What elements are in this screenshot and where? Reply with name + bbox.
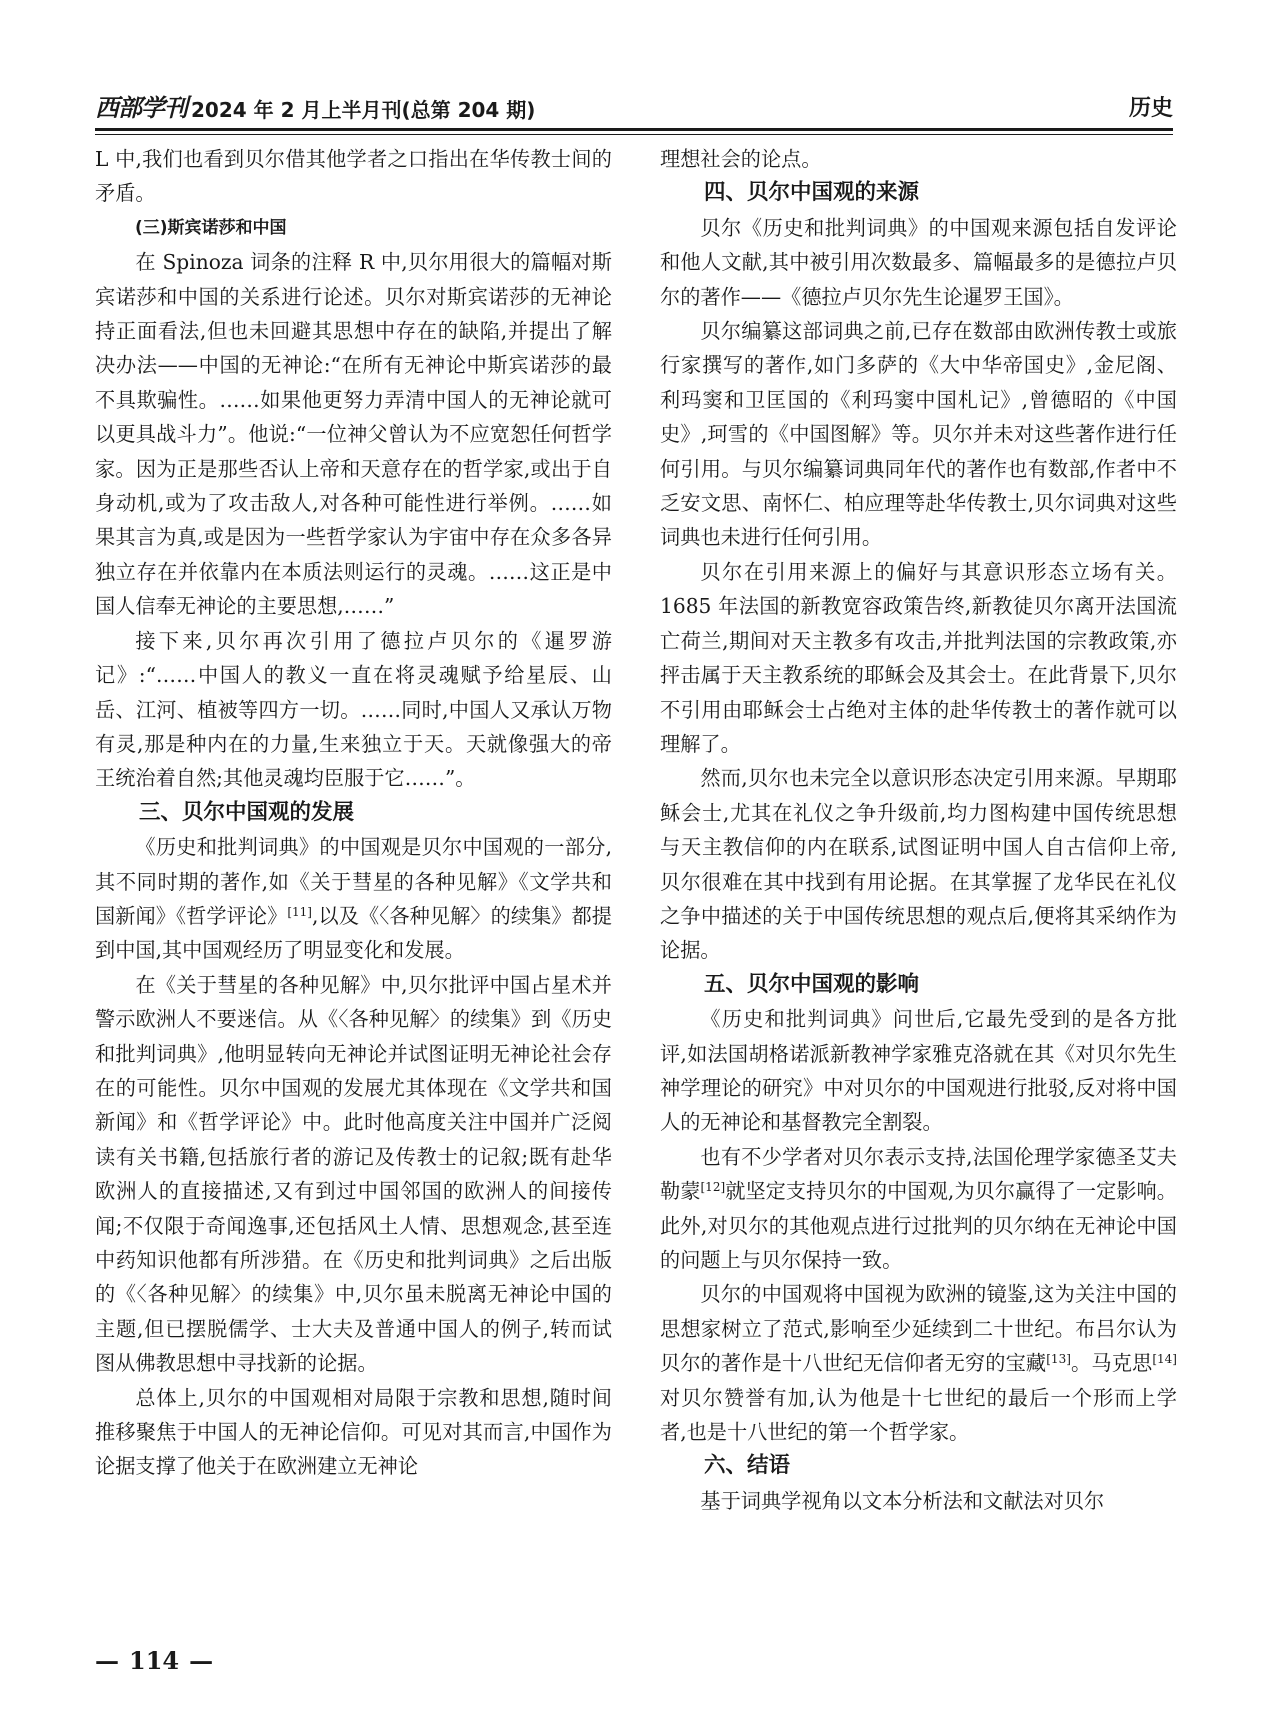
paragraph-text: 基于词典学视角以文本分析法和文献法对贝尔 bbox=[700, 1488, 1105, 1513]
paragraph-text: 《历史和批判词典》问世后,它最先受到的是各方批评,如法国胡格诺派新教神学家雅克洛就在其《对贝尔先生神学理论的研究》中对贝尔的中国观进行批驳,反对将中国人的无神论和基督教完全割裂。 bbox=[660, 1007, 1177, 1135]
paragraph-text: 也有不少学者对贝尔表示支持,法国伦理学家德圣艾夫勒蒙 bbox=[660, 1144, 1177, 1204]
paragraph-text: 贝尔《历史和批判词典》的中国观来源包括自发评论和他人文献,其中被引用次数最多、篇幅最多的是德拉卢贝尔的著作——《德拉卢贝尔先生论暹罗王国》。 bbox=[660, 215, 1177, 309]
body-paragraph bbox=[95, 968, 612, 1381]
body-paragraph bbox=[660, 555, 1177, 761]
citation-ref: [13] bbox=[1046, 1352, 1071, 1367]
body-paragraph bbox=[660, 1484, 1177, 1518]
paragraph-text: 三、贝尔中国观的发展 bbox=[139, 799, 355, 825]
page-number: 114 bbox=[129, 1646, 180, 1675]
paragraph-text: L 中,我们也看到贝尔借其他学者之口指出在华传教士间的矛盾。 bbox=[95, 147, 612, 206]
paragraph-text: 《历史和批判词典》的中国观是贝尔中国观的一部分,其不同时期的著作,如《关于彗星的各种见解》《文学共和国新闻》《哲学评论》 bbox=[95, 835, 612, 928]
header-left bbox=[95, 93, 536, 122]
paragraph-text: 就坚定支持贝尔的中国观,为贝尔赢得了一定影响。此外,对贝尔的其他观点进行过批判的贝尔纳在无神论中国的问题上与贝尔保持一致。 bbox=[660, 1179, 1177, 1272]
body-paragraph bbox=[660, 314, 1177, 555]
body-paragraph bbox=[95, 245, 612, 623]
paragraph-text: 对贝尔赞誉有加,认为他是十七世纪的最后一个形而上学者,也是十八世纪的第一个哲学家。 bbox=[660, 1385, 1177, 1445]
paragraph-text: 贝尔的中国观将中国视为欧洲的镜鉴,这为关注中国的思想家树立了范式,影响至少延续到二十世纪。布吕尔认为贝尔的著作是十八世纪无信仰者无穷的宝藏 bbox=[660, 1282, 1177, 1376]
section-heading bbox=[660, 176, 1177, 210]
body-paragraph bbox=[95, 142, 612, 211]
paragraph-text: (三)斯宾诺莎和中国 bbox=[135, 217, 287, 238]
running-header bbox=[95, 86, 1173, 126]
section-heading bbox=[95, 796, 612, 830]
body-paragraph bbox=[660, 761, 1177, 967]
footer-dash-left: — bbox=[95, 1646, 119, 1675]
paragraph-text: 在 Spinoza 词条的注释 R 中,贝尔用很大的篇幅对斯宾诺莎和中国的关系进行论述。贝尔对斯宾诺莎的无神论持正面看法,但也未回避其思想中存在的缺陷,并提出了解决办法——中国的无神论:“在所有无神论中斯宾诺莎的最不具欺骗性。……如果他更努力弄清中国人的无神论就可以更具战斗力”。他说:“一位神父曾认为不应宽恕任何哲学家。因为正是那些否认上帝和天意存在的哲学家,或出于自身动机,或为了攻击敌人,对各种可能性进行举例。……如果其言为真,或是因为一些哲学家认为宇宙中存在众多各异独立存在并依靠内在本质法则运行的灵魂。……这正是中国人信奉无神论的主要思想,……” bbox=[95, 250, 612, 619]
body-paragraph bbox=[660, 1140, 1177, 1278]
left-column bbox=[95, 142, 612, 1484]
body-paragraph bbox=[660, 211, 1177, 314]
footer-dash-right: — bbox=[189, 1646, 214, 1675]
body-paragraph bbox=[95, 624, 612, 796]
issue-info: 2024 年 2 月上半月刊(总第 204 期) bbox=[191, 98, 536, 122]
page-footer bbox=[95, 1646, 213, 1675]
paragraph-text: 贝尔在引用来源上的偏好与其意识形态立场有关。1685 年法国的新教宽容政策告终,新教徒贝尔离开法国流亡荷兰,期间对天主教多有攻击,并批判法国的宗教政策,亦抨击属于天主教系统的耶稣会及其会士。在此背景下,贝尔不引用由耶稣会士占绝对主体的赴华传教士的著作就可以理解了。 bbox=[660, 559, 1177, 756]
journal-logo: 西部学刊 bbox=[95, 93, 187, 122]
paragraph-text: 在《关于彗星的各种见解》中,贝尔批评中国占星术并警示欧洲人不要迷信。从《〈各种见解〉的续集》到《历史和批判词典》,他明显转向无神论并试图证明无神论社会存在的可能性。贝尔中国观的发展尤其体现在《文学共和国新闻》和《哲学评论》中。此时他高度关注中国并广泛阅读有关书籍,包括旅行者的游记及传教士的记叙;既有赴华欧洲人的直接描述,又有到过中国邻国的欧洲人的间接传闻;不仅限于奇闻逸事,还包括风土人情、思想观念,甚至连中药知识他都有所涉猎。在《历史和批判词典》之后出版的《〈各种见解〉的续集》中,贝尔虽未脱离无神论中国的主题,但已摆脱儒学、士大夫及普通中国人的例子,转而试图从佛教思想中寻找新的论据。 bbox=[95, 972, 612, 1376]
paragraph-text: 六、结语 bbox=[704, 1453, 791, 1479]
citation-ref: [14] bbox=[1152, 1352, 1177, 1367]
section-heading bbox=[660, 968, 1177, 1002]
paragraph-text: 理想社会的论点。 bbox=[660, 147, 822, 171]
paragraph-text: 四、贝尔中国观的来源 bbox=[704, 180, 920, 206]
right-column bbox=[660, 142, 1177, 1518]
paragraph-text: 贝尔编纂这部词典之前,已存在数部由欧洲传教士或旅行家撰写的著作,如门多萨的《大中华帝国史》,金尼阁、利玛窦和卫匡国的《利玛窦中国札记》,曾德昭的《中国史》,珂雪的《中国图解》等。贝尔并未对这些著作进行任何引用。与贝尔编纂词典同年代的著作也有数部,作者中不乏安文思、南怀仁、柏应理等赴华传教士,贝尔词典对这些词典也未进行任何引用。 bbox=[660, 319, 1177, 550]
body-paragraph bbox=[660, 142, 1177, 176]
body-paragraph bbox=[95, 1381, 612, 1484]
paragraph-text: 然而,贝尔也未完全以意识形态决定引用来源。早期耶稣会士,尤其在礼仪之争升级前,均力图构建中国传统思想与天主教信仰的内在联系,试图证明中国人自古信仰上帝,贝尔很难在其中找到有用论据。在其掌握了龙华民在礼仪之争中描述的关于中国传统思想的观点后,便将其采纳作为论据。 bbox=[660, 766, 1177, 963]
paragraph-text: 五、贝尔中国观的影响 bbox=[704, 971, 920, 997]
section-heading bbox=[660, 1449, 1177, 1483]
paragraph-text: 。马克思 bbox=[1070, 1351, 1153, 1376]
paragraph-text: ,以及《〈各种见解〉的续集》都提到中国,其中国观经历了明显变化和发展。 bbox=[95, 903, 612, 963]
header-rule-thin bbox=[95, 134, 1173, 135]
body-paragraph bbox=[95, 830, 612, 968]
citation-ref: [12] bbox=[700, 1180, 726, 1195]
section-label: 历史 bbox=[1128, 96, 1173, 121]
paragraph-text: 总体上,贝尔的中国观相对局限于宗教和思想,随时间推移聚焦于中国人的无神论信仰。可见对其而言,中国作为论据支撑了他关于在欧洲建立无神论 bbox=[95, 1385, 612, 1479]
citation-ref: [11] bbox=[287, 904, 312, 919]
paragraph-text: 接下来,贝尔再次引用了德拉卢贝尔的《暹罗游记》:“……中国人的教义一直在将灵魂赋予给星辰、山岳、江河、植被等四方一切。……同时,中国人又承认万物有灵,那是种内在的力量,生来独立于天。天就像强大的帝王统治着自然;其他灵魂均臣服于它……”。 bbox=[95, 628, 612, 791]
body-paragraph bbox=[660, 1002, 1177, 1140]
header-rule-thick bbox=[95, 128, 1173, 131]
subsection-heading bbox=[95, 211, 612, 245]
body-paragraph bbox=[660, 1277, 1177, 1449]
